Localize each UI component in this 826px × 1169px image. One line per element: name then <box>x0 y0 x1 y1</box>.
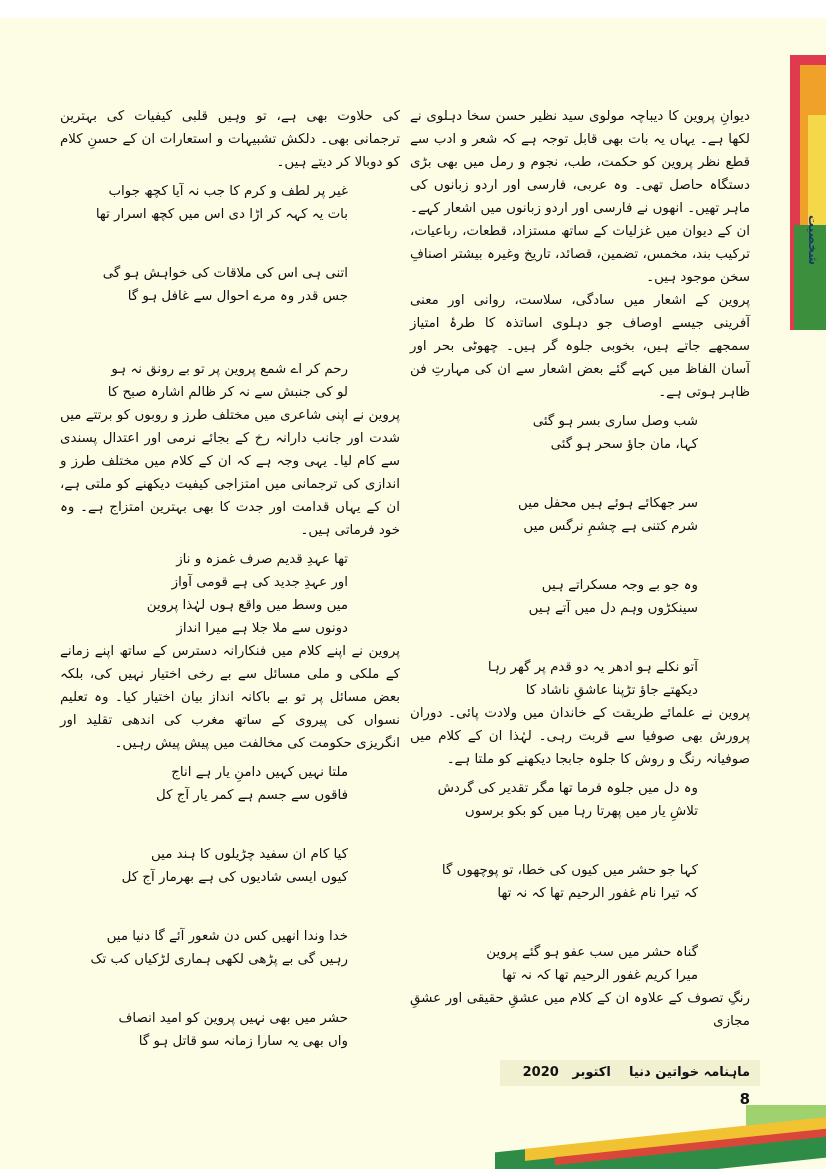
verse-line: سینکڑوں وہم دل میں آتے ہیں <box>528 601 698 616</box>
issue-year: 2020 <box>522 1065 559 1080</box>
verse-line: تلاشِ یار میں پھرتا رہا میں کو بکو برسوں <box>464 804 698 819</box>
verse-line: وہ دل میں جلوہ فرما تھا مگر تقدیر کی گردش <box>437 781 698 796</box>
verse <box>60 843 400 889</box>
verse <box>60 358 400 404</box>
verse <box>410 777 750 823</box>
paragraph: رنگِ تصوف کے علاوہ ان کے کلام میں عشقِ حقیقی اور عشقِ مجازی <box>410 991 750 1029</box>
verse-line: حشر میں بھی نہیں پروین کو امید انصاف <box>118 1011 348 1026</box>
verse <box>410 859 750 905</box>
footer-color-band <box>495 1105 826 1169</box>
verse-line: واں بھی یہ سارا زمانہ سو قاتل ہو گا <box>138 1034 348 1049</box>
verse <box>410 492 750 538</box>
paragraph: پروین کے اشعار میں سادگی، سلاست، روانی اور معنی آفرینی جیسے اوصاف جو دہلوی اساتذہ کا طرۂ امتیاز سمجھے جاتے ہیں، بخوبی جلوہ گر ہیں۔ چھوٹی بحر اور آسان الفاظ میں کہے گئے بعض اشعار سے ان کی مہارتِ فن ظاہر ہوتی ہے۔ <box>410 293 750 400</box>
verse-line: ملتا نہیں کہیں دامنِ یار ہے اناج <box>171 765 348 780</box>
issue-month: اکتوبر <box>572 1065 611 1080</box>
verse <box>410 941 750 987</box>
verse-line: بات یہ کہہ کر اڑا دی اس میں کچھ اسرار تھا <box>95 207 348 222</box>
verse <box>410 656 750 702</box>
verse-line: غیر پر لطف و کرم کا جب نہ آیا کچھ جواب <box>108 184 348 199</box>
verse <box>60 262 400 308</box>
side-color-band <box>790 55 826 330</box>
verse-line: کہ تیرا نام غفور الرحیم تھا کہ نہ تھا <box>497 886 698 901</box>
paragraph: دیوانِ پروین کا دیباچہ مولوی سید نظیر حسن سخا دہلوی نے لکھا ہے۔ یہاں یہ بات بھی قابل توجہ ہے کہ شعر و ادب سے قطع نظر پروین کو حکمت، طب، نجوم و رمل میں بھی بڑی دستگاہ حاصل تھی۔ وہ عربی، فارسی اور اردو زبانوں کی ماہر تھیں۔ انھوں نے فارسی اور اردو زبانوں میں اشعار کہے۔ ان کے دیوان میں غزلیات کے ساتھ مستزاد، قطعات، رباعیات، ترکیب بند، مخمس، تضمین، قصائد، تاریخ وغیرہ بیشتر اصنافِ سخن موجود ہیں۔ <box>410 109 750 285</box>
section-label: شخصیت <box>806 215 820 265</box>
verse-line: میرا کریم غفور الرحیم تھا کہ نہ تھا <box>502 968 698 983</box>
verse-line: کیا کام ان سفید چڑیلوں کا ہند میں <box>150 847 348 862</box>
verse-line: شب وصل ساری بسر ہو گئی <box>532 414 698 429</box>
page-footer <box>500 1060 760 1108</box>
magazine-name: ماہنامہ خواتین دنیا <box>628 1065 750 1080</box>
verse <box>60 548 400 640</box>
verse-line: دیکھتے جاؤ تڑپنا عاشقِ ناشاد کا <box>525 683 698 698</box>
right-column <box>410 105 750 1033</box>
verse-line: تھا عہدِ قدیم صرف غمزہ و ناز <box>176 552 348 567</box>
verse-line: لو کی جنبش سے نہ کر ظالم اشارہ صبح کا <box>107 385 348 400</box>
verse-line: خدا وندا انھیں کس دن شعور آئے گا دنیا میں <box>106 929 348 944</box>
verse <box>60 761 400 807</box>
verse <box>60 925 400 971</box>
verse-line: کہا، مان جاؤ سحر ہو گئی <box>550 437 698 452</box>
verse-line: وہ جو بے وجہ مسکراتے ہیں <box>541 578 698 593</box>
paragraph: کی حلاوت بھی ہے، تو وہیں قلبی کیفیات کی بہترین ترجمانی بھی۔ دلکش تشبیہات و استعارات ان کے حسنِ کلام کو دوبالا کر دیتے ہیں۔ <box>60 109 400 170</box>
left-column <box>60 105 400 1053</box>
verse-line: کیوں ایسی شادیوں کی ہے بھرمار آج کل <box>121 870 348 885</box>
verse-line: سر جھکائے ہوئے ہیں محفل میں <box>518 496 698 511</box>
paragraph: پروین نے علمائے طریقت کے خاندان میں ولادت پائی۔ دوران پرورش بھی صوفیا سے قربت رہی۔ لہٰذا ان کے کلام میں صوفیانہ رنگ و روش کا جلوہ جابجا دیکھنے کو ملتا ہے۔ <box>410 706 750 767</box>
verse-line: اتنی ہی اس کی ملاقات کی خواہش ہو گی <box>102 266 348 281</box>
verse-line: اور عہدِ جدید کی ہے قومی آواز <box>171 575 348 590</box>
verse <box>60 1007 400 1053</box>
verse <box>60 180 400 226</box>
verse-line: کہا جو حشر میں کیوں کی خطا، تو پوچھوں گا <box>441 863 698 878</box>
verse-line: دونوں سے ملا جلا ہے میرا انداز <box>176 621 348 636</box>
verse-line: میں وسط میں واقع ہوں لہٰذا پروین <box>146 598 348 613</box>
paragraph: پروین نے اپنی شاعری میں مختلف طرز و روبوں کو برتتے میں شدت اور جانب دارانہ رخ کے بجائے نرمی اور اعتدال پسندی سے کام لیا۔ یہی وجہ ہے کہ ان کے کلام میں مختلف طرز و اندازی کی ترجمانی میں امتزاجی کیفیت دیکھنے کو ملتی ہے، ان کے یہاں قدامت اور جدت کا بھی بہترین امتزاج ہے۔ وہ خود فرماتی ہیں۔ <box>60 408 400 538</box>
verse-line: جس قدر وہ مرے احوال سے غافل ہو گا <box>127 289 348 304</box>
verse-line: رحم کر اے شمع پروین پر تو بے رونق نہ ہو <box>111 362 348 377</box>
paragraph: پروین نے اپنے کلام میں فنکارانہ دسترس کے ساتھ اپنے زمانے کے ملکی و ملی مسائل سے بے رخی اختیار نہیں کی، بلکہ بعض مسائل پر تو بے باکانہ انداز بیان اختیار کیا۔ وہ تعلیم نسواں کی پیروی کے ساتھ مغرب کی اندھی تقلید اور انگریزی حکومت کی مخالفت میں پیش پیش رہیں۔ <box>60 644 400 751</box>
verse-line: آتو نکلے ہو ادھر یہ دو قدم پر گھر رہا <box>487 660 698 675</box>
verse <box>410 410 750 456</box>
page-number: 8 <box>739 1090 750 1108</box>
verse-line: فاقوں سے جسم ہے کمر یار آج کل <box>156 788 348 803</box>
verse-line: شرم کتنی ہے چشمِ نرگس میں <box>523 519 698 534</box>
verse-line: رہیں گی بے پڑھی لکھی ہماری لڑکیاں کب تک <box>90 952 348 967</box>
verse <box>410 574 750 620</box>
verse-line: گناہ حشر میں سب عفو ہو گئے پروین <box>486 945 698 960</box>
